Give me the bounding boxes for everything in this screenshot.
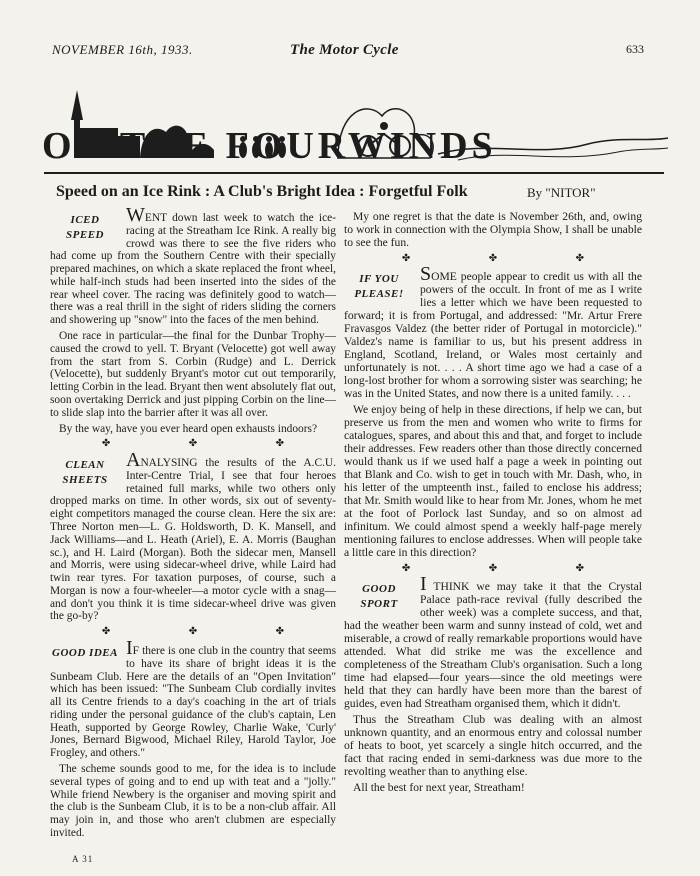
- section-paragraph: GOOD SPORT I THINK we may take it that the Crystal Palace path-race revival (fully described the other week) was a complete success, and that, had the weather been warm and sunny instead of cold, wet and miserable, a crowd of really remarkable proportions would have attended. What did strike me was the excellence and completeness of the Streatham Club's organisation. Such a long time had elapsed—four years—since the old meetings were held that they can hardly have been more than the barest of guides, even had Streatham organised them, which it didn't.: [344, 573, 642, 710]
- section-paragraph: ICED SPEED WENT down last week to watch the ice-racing at the Streatham Ice Rink. A really big crowd was there to see the five riders who had come up from the Southern Centre with their specially prepared machines, on which a skate replaced the front wheel, while half-inch studs had been inserted into the sides of the rear wheel cover. The racing was definitely good to watch—there was a real thrill in the sight of riders sliding the corners and showering up "snow" into the faces of the men behind.: [50, 204, 336, 327]
- section-separator: ✤ ✤ ✤: [101, 626, 323, 638]
- section-paragraph: My one regret is that the date is November 26th, and, owing to work in connection with the Olympia Show, I shall be unable to see the fun.: [344, 210, 642, 249]
- page-folio: A 31: [72, 854, 94, 864]
- section-paragraph: CLEAN SHEETS ANALYSING the results of the A.C.U. Inter-Centre Trial, I see that four heroes retained full marks, while two others only dropped marks on time. In other words, six out of seventy-eight competitors managed the course clean. Here the six are: Three Norton men—L. G. Holdsworth, D. K. Mansell, and Jack Williams—and L. Heath (Ariel), E. A. Morris (Baughan sc.), and H. Laird (Morgan). Both the sidecar men, Mansell and Morris, were using sidecar-wheel drive, while Laird had twin rear tyres. For taxation purposes, of course, such a Morgan is now a four-wheeler—a motor cycle with a snag—and don't you think it is time sidecar-wheel drive was given the go-by?: [50, 449, 336, 623]
- article-byline: By "NITOR": [527, 185, 596, 200]
- section-separator: ✤ ✤ ✤: [401, 563, 623, 574]
- banner-rule: [44, 172, 664, 174]
- section-paragraph: IF YOU PLEASE! SOME people appear to credit us with all the powers of the occult. In front of me as I write lies a letter which we have been requested to forward; it is from Portugal, and addressed: "Mr. Artur Frere Fravasgos Valdez (the better rider of Portugal in motorcicle)." Valdez's name is familiar to us, but his present address in England, Scotland, Ireland, or Wales most certainly and unfortunately is not. . . . A short time ago we had a case of a long-lost brother for whom a sorrowing sister was searching; he was in the United States, and now there is a united family. . . .: [344, 263, 642, 400]
- column-left: [50, 204, 336, 843]
- section-separator: ✤ ✤ ✤: [401, 253, 623, 264]
- margin-heading: CLEAN SHEETS: [62, 459, 108, 487]
- section-paragraph: By the way, have you ever heard open exhausts indoors?: [59, 422, 318, 435]
- publication-logo: The Motor Cycle: [290, 42, 399, 58]
- section-separator: ✤ ✤ ✤: [101, 438, 323, 450]
- column-right: [344, 210, 642, 797]
- section-paragraph: The scheme sounds good to me, for the idea is to include several types of going and to end up with teat and a "jolly." While friend Newbery is the organiser and moving spirit and the club is the Sunbeam Club, it is to be a non-club affair. All may join in, and those who aren't clubmen are especially invited.: [50, 763, 336, 839]
- banner-title: ON THE FOURWINDS: [42, 125, 497, 167]
- margin-heading: GOOD SPORT: [360, 583, 398, 610]
- issue-date: NOVEMBER 16th, 1933.: [52, 42, 193, 57]
- section-paragraph: GOOD IDEA IF there is one club in the country that seems to have its share of bright ideas it is the Sunbeam Club. Here are the details of an "Open Invitation" which has been issued: "The Sunbeam Club cordially invites all its Centre friends to a day's coaching in the art of trials riding under the personal guidance of the club's captain, Len Heath, supported by George Rowley, Charlie Wake, 'Curly' Jones, Bernard Bigwood, Michael Riley, Harold Taylor, Joe Frogley, and others.": [50, 637, 336, 760]
- page-number: 633: [626, 42, 644, 56]
- margin-heading: ICED SPEED: [66, 214, 104, 241]
- section-paragraph: We enjoy being of help in these directions, if help we can, but preserve us from the men and women who write to firms for catalogues, spares, and about this and that, and forget to include their addresses. Few readers other than those directly concerned would thank us if we used half a page a week in pointing out that Blank and Co. wish to get in touch with Mr. Dash, who, in his letter of the umpteenth inst., failed to enclose his address; that Mr. Smith would like to hear from Mr. Jones, whom he met at the foot of Porlock last Sunday, and so on almost ad infinitum. We could almost spend a weekly half-page merely mentioning failures to enclose addresses. When will people take a little care in this direction?: [344, 403, 642, 559]
- section-paragraph: All the best for next year, Streatham!: [353, 781, 525, 794]
- article-headline: Speed on an Ice Rink : A Club's Bright Idea : Forgetful Folk: [56, 183, 468, 200]
- margin-heading: GOOD IDEA: [52, 647, 118, 659]
- margin-heading: IF YOU PLEASE!: [354, 273, 404, 300]
- section-paragraph: One race in particular—the final for the Dunbar Trophy—caused the crowd to yell. T. Bryant (Velocette) got well away from the start from S. Corbin (Rudge) and L. Derrick (Velocette), but suddenly Bryant's motor cut out temporarily, letting Corbin in the lead. Bryant then went absolutely flat out, soon overtaking Derrick and just pipping Corbin on the line—to slide slap into the barrier after it was all over.: [50, 330, 336, 419]
- section-paragraph: Thus the Streatham Club was dealing with an almost unknown quantity, and an enormous entry and colossal number of heats to boot, yet scarcely a single hitch occurred, and the fact that racing ended in semi-darkness was due more to the revolting weather than to anything else.: [344, 713, 642, 778]
